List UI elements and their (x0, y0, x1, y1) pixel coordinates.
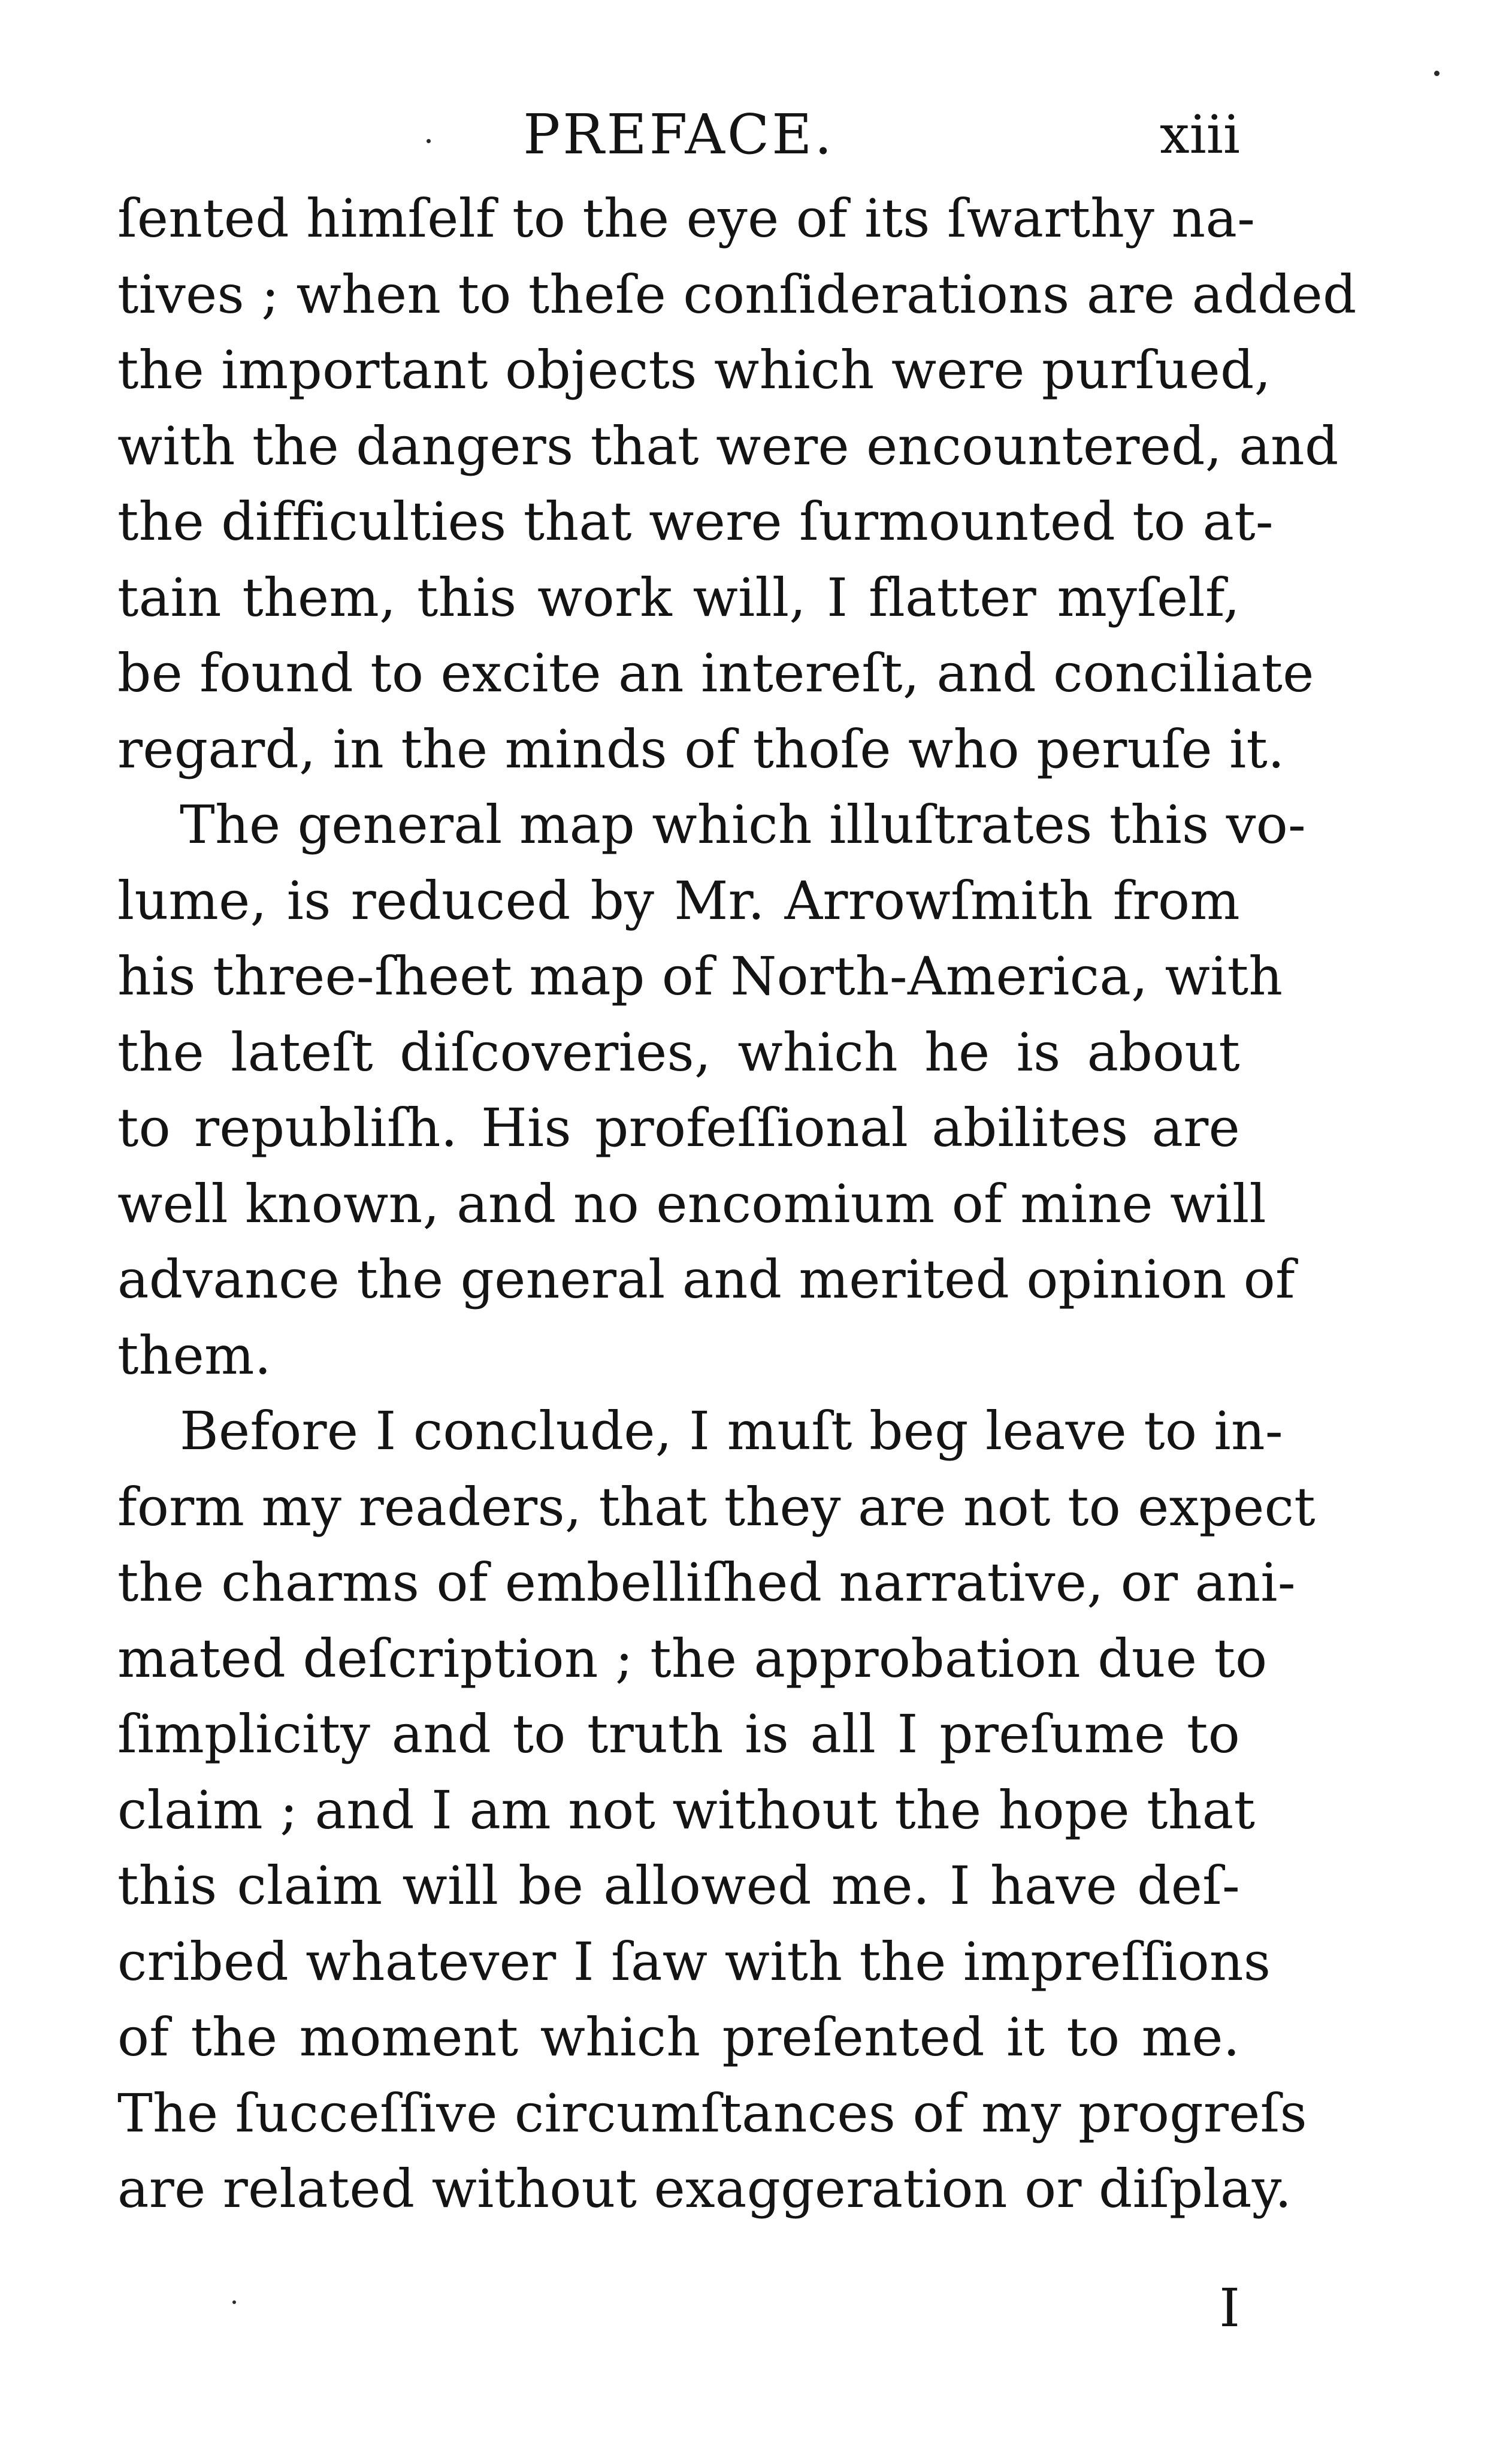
text-line: Before I conclude, I muſt beg leave to in- (180, 1400, 1283, 1462)
text-line: this claim will be allowed me. I have deſ- (117, 1855, 1240, 1916)
text-line: the important objects which were purſued, (117, 339, 1271, 401)
text-line: tain them, this work will, I flatter myſelf, (117, 566, 1240, 628)
page-header (117, 102, 1240, 168)
text-line: ſented himſelf to the eye of its ſwarthy na- (117, 188, 1256, 249)
ink-speck (427, 139, 431, 143)
text-line: are related without exaggeration or diſplay. (117, 2158, 1292, 2220)
text-line: ſimplicity and to truth is all I preſume to (117, 1703, 1240, 1765)
text-line: his three-ſheet map of North-America, with (117, 945, 1283, 1007)
text-line: The general map which illuſtrates this vo- (180, 794, 1307, 855)
catchword: I (1219, 2277, 1240, 2339)
text-line: with the dangers that were encountered, and (117, 415, 1339, 477)
text-line: them. (117, 1324, 272, 1386)
text-line: regard, in the minds of thoſe who peruſe it. (117, 718, 1285, 780)
text-line: the charms of embelliſhed narrative, or ani- (117, 1552, 1296, 1613)
text-line: be found to excite an intereſt, and conciliate (117, 642, 1314, 704)
ink-speck (232, 2300, 236, 2304)
text-line: well known, and no encomium of mine will (117, 1172, 1266, 1235)
text-line: of the moment which preſented it to me. (117, 2006, 1240, 2068)
text-line: lume, is reduced by Mr. Arrowſmith from (117, 869, 1240, 932)
running-head: PREFACE. (523, 102, 834, 167)
text-line: advance the general and merited opinion of (117, 1248, 1295, 1310)
text-line: tives ; when to theſe conſiderations are added (117, 263, 1357, 325)
text-line: the difficulties that were ſurmounted to at- (117, 491, 1274, 552)
text-line: claim ; and I am not without the hope that (117, 1779, 1256, 1841)
ink-speck (1434, 71, 1440, 76)
text-line: The ſucceſſive circumſtances of my progreſs (117, 2082, 1307, 2144)
text-line: form my readers, that they are not to expect (117, 1476, 1316, 1538)
body-text (117, 181, 1357, 2227)
page-number: xiii (1159, 104, 1240, 165)
text-line: cribed whatever I ſaw with the impreſſions (117, 1930, 1271, 1992)
text-line: to republiſh. His profeſſional abilites are (117, 1097, 1240, 1159)
text-line: mated deſcription ; the approbation due to (117, 1627, 1268, 1689)
text-line: the lateſt diſcoveries, which he is about (117, 1021, 1240, 1083)
